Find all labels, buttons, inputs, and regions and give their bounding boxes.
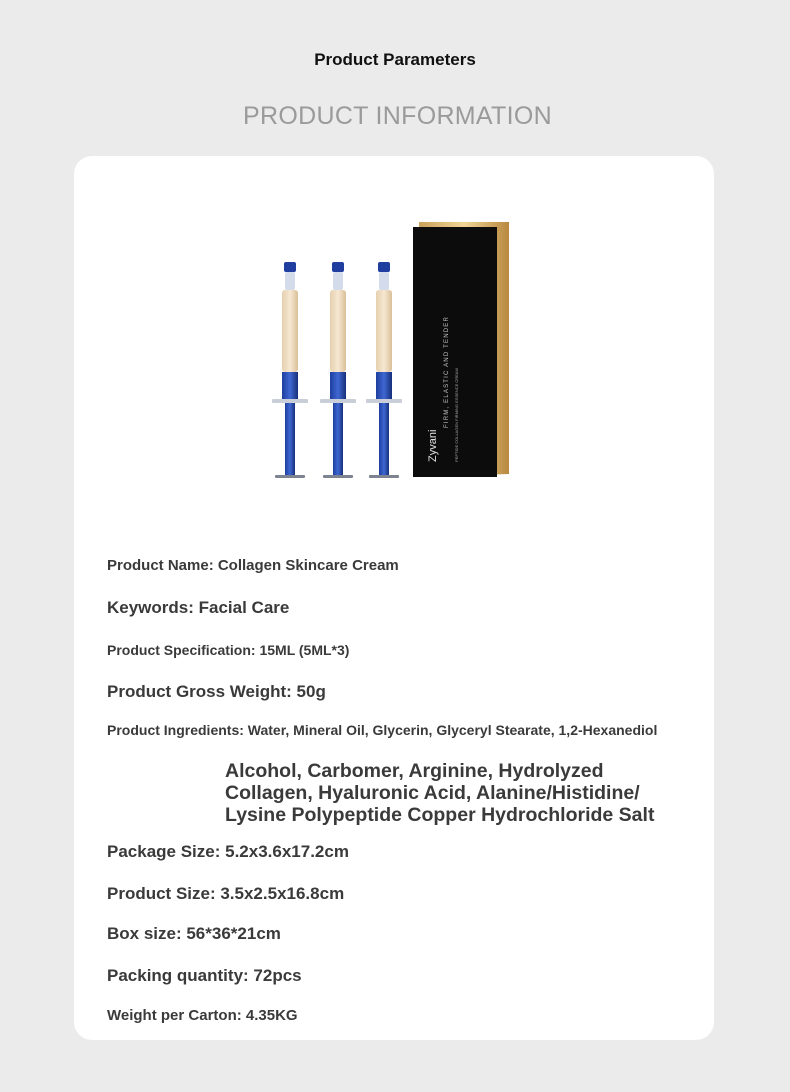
spec-product-size: Product Size: 3.5x2.5x16.8cm <box>107 884 345 903</box>
section-subtitle: PRODUCT INFORMATION <box>243 102 552 130</box>
spec-specification: Product Specification: 15ML (5ML*3) <box>107 642 350 658</box>
spec-ingredients: Product Ingredients: Water, Mineral Oil, Glycerin, Glyceryl Stearate, 1,2-Hexanediol <box>107 722 658 738</box>
spec-gross-weight: Product Gross Weight: 50g <box>107 682 326 701</box>
spec-ingredients-continued <box>225 760 665 826</box>
spec-box-size: Box size: 56*36*21cm <box>107 924 281 943</box>
ingredients-line-1: Alcohol, Carbomer, Arginine, Hydrolyzed <box>225 760 604 782</box>
spec-packing-quantity: Packing quantity: 72pcs <box>107 966 302 985</box>
box-small-text: PEPTIDE COLLAGEN FIRMING ESSENCE CREAM <box>454 368 459 462</box>
ingredients-line-3: Lysine Polypeptide Copper Hydrochloride Salt <box>225 804 655 826</box>
ingredients-line-2: Collagen, Hyaluronic Acid, Alanine/Histidine/ <box>225 782 640 804</box>
brand-text: Zyvani <box>427 429 439 462</box>
spec-carton-weight: Weight per Carton: 4.35KG <box>107 1007 298 1024</box>
spec-keywords: Keywords: Facial Care <box>107 598 290 617</box>
spec-package-size: Package Size: 5.2x3.6x17.2cm <box>107 842 349 861</box>
box-side-text: FIRM, ELASTIC AND TENDER <box>444 315 450 429</box>
section-title: Product Parameters <box>314 50 476 69</box>
spec-product-name: Product Name: Collagen Skincare Cream <box>107 557 399 574</box>
product-image <box>264 222 524 487</box>
product-info-card <box>74 156 714 1040</box>
